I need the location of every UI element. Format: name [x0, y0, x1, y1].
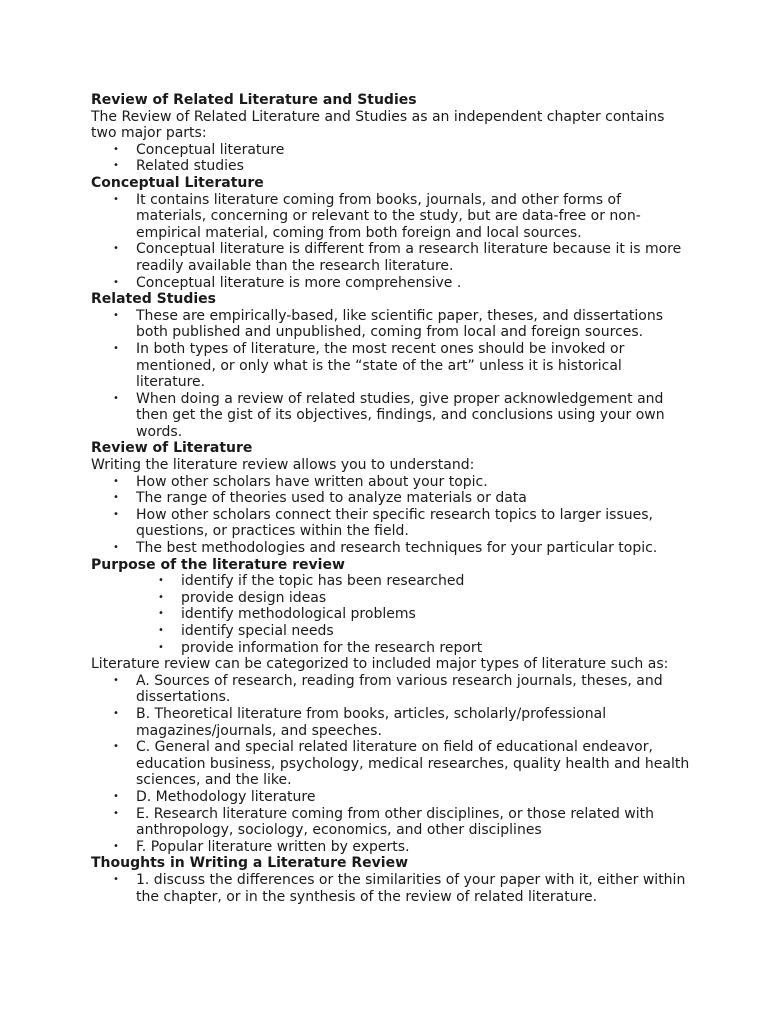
list-item: • How other scholars connect their specific research topics to larger issues, questions, or practices within the field.	[91, 507, 691, 540]
list-item: • How other scholars have written about your topic.	[91, 474, 691, 491]
list-item: • 1. discuss the differences or the similarities of your paper with it, either within the chapter, or in the synthesis of the review of related literature.	[91, 872, 691, 905]
list-item: • D. Methodology literature	[91, 789, 691, 806]
bullet-list	[91, 872, 691, 905]
section-heading-conceptual-literature: Conceptual Literature	[91, 174, 264, 191]
bullet-list	[91, 142, 691, 175]
list-item: • E. Research literature coming from other disciplines, or those related with anthropology, sociology, economics, and other disciplines	[91, 806, 691, 839]
list-item: • Conceptual literature is different from a research literature because it is more readily available than the research literature.	[91, 241, 691, 274]
list-item: • Related studies	[91, 158, 691, 175]
section-heading-purpose: Purpose of the literature review	[91, 556, 345, 573]
bullet-list	[91, 474, 691, 557]
list-item: • A. Sources of research, reading from various research journals, theses, and dissertations.	[91, 673, 691, 706]
section-paragraph: Literature review can be categorized to included major types of literature such as:	[91, 656, 669, 673]
list-item: • Conceptual literature is more comprehensive .	[91, 275, 691, 292]
list-item: • In both types of literature, the most recent ones should be invoked or mentioned, or only what is the “state of the art” unless it is historical literature.	[91, 341, 691, 391]
bullet-list	[91, 673, 691, 856]
section-heading-review-related: Review of Related Literature and Studies	[91, 92, 417, 108]
list-item: • identify if the topic has been researched	[91, 573, 691, 590]
document-page	[91, 92, 691, 905]
section-intro: The Review of Related Literature and Studies as an independent chapter contains two major parts:	[91, 108, 665, 142]
list-item: • C. General and special related literature on field of educational endeavor, education business, psychology, medical researches, quality health and health sciences, and the like.	[91, 739, 691, 789]
section-heading-related-studies: Related Studies	[91, 291, 216, 308]
list-item: • The best methodologies and research techniques for your particular topic.	[91, 540, 691, 557]
list-item: • F. Popular literature written by experts.	[91, 839, 691, 856]
section-heading-thoughts: Thoughts in Writing a Literature Review	[91, 855, 409, 872]
list-item: • It contains literature coming from books, journals, and other forms of materials, concerning or relevant to the study, but are data-free or non-empirical material, coming from both foreign and local sources.	[91, 192, 691, 242]
list-item: • These are empirically-based, like scientific paper, theses, and dissertations both published and unpublished, coming from local and foreign sources.	[91, 308, 691, 341]
bullet-list	[91, 192, 691, 292]
indented-bullet-list	[91, 573, 691, 656]
list-item: • The range of theories used to analyze materials or data	[91, 490, 691, 507]
list-item: • identify methodological problems	[91, 606, 691, 623]
list-item: • Conceptual literature	[91, 142, 691, 159]
list-item: • provide design ideas	[91, 590, 691, 607]
list-item: • identify special needs	[91, 623, 691, 640]
list-item: • When doing a review of related studies, give proper acknowledgement and then get the gist of its objectives, findings, and conclusions using your own words.	[91, 391, 691, 441]
section-heading-review-of-literature: Review of Literature	[91, 440, 253, 457]
bullet-list	[91, 308, 691, 441]
list-item: • B. Theoretical literature from books, articles, scholarly/professional magazines/journals, and speeches.	[91, 706, 691, 739]
section-intro: Writing the literature review allows you to understand:	[91, 457, 475, 474]
list-item: • provide information for the research report	[91, 640, 691, 657]
